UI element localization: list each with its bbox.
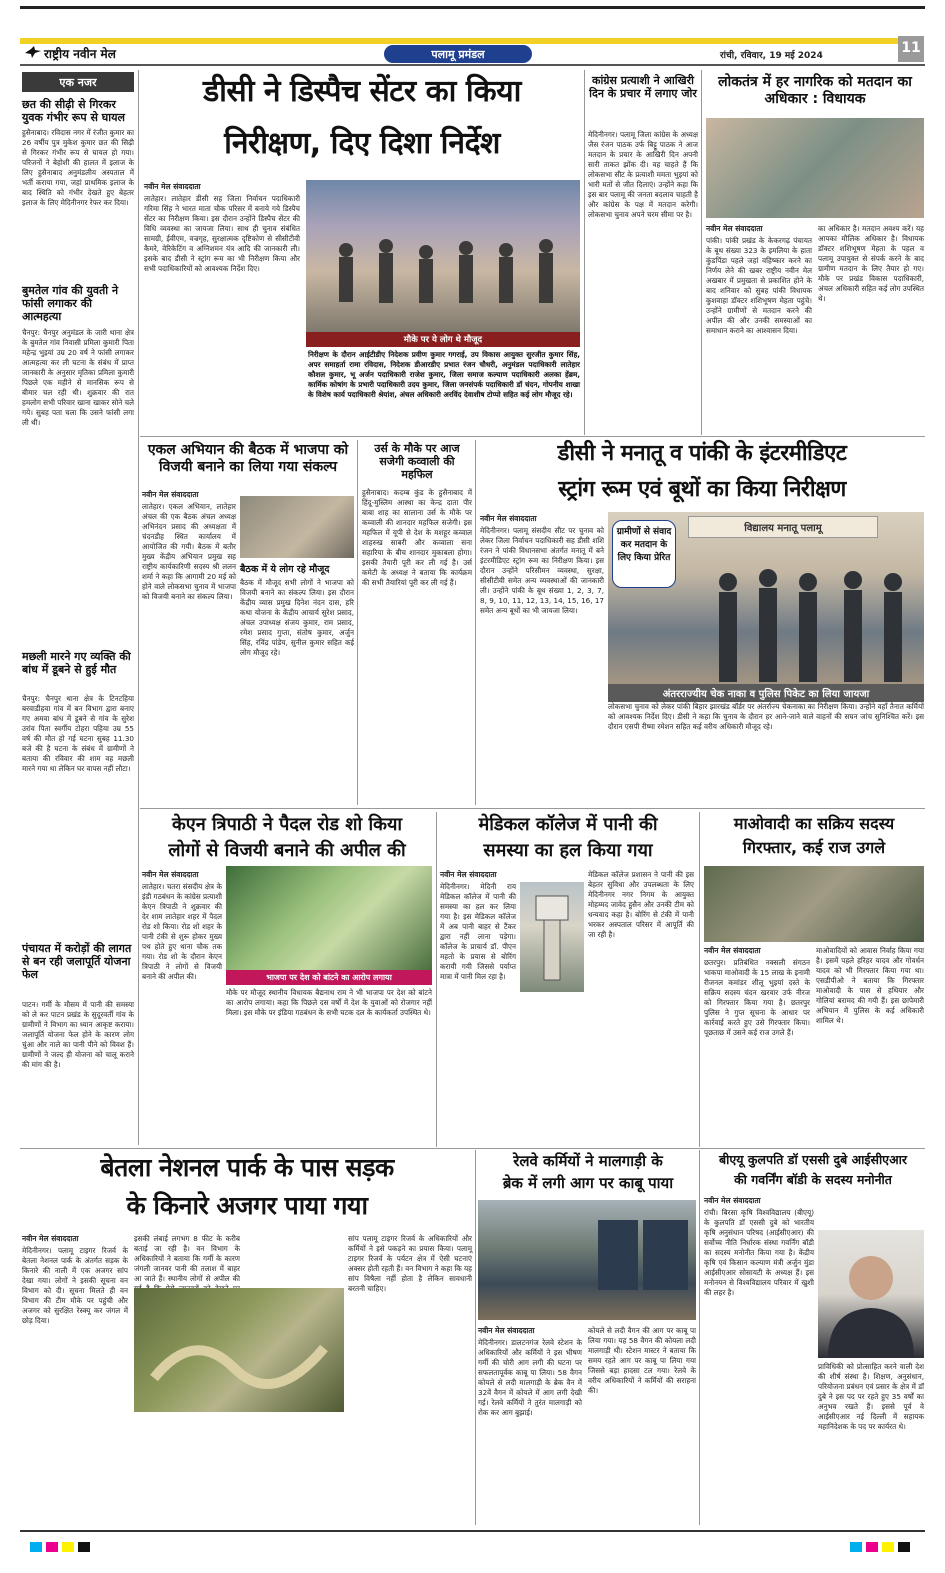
maoist-body: छतरपुर। प्रतिबंधित नक्सली संगठन भाकपा माओवादी के 15 लाख के इनामी रीजनल कमांडर शीलू भुइयां दस्ते के सक्रिय सदस्य चंदन खरवार उर्फ नीरज को गिरफ्तार किया गया है। छतरपुर पुलिस ने गुप्त सूचना के आधार पर कार्रवाई करते हुए उसे गिरफ्तार किया। पूछताछ में उसने कई राज उगले हैं। <box>704 958 810 1037</box>
sidebar-headline-2: बुमतेल गांव की युवती ने फांसी लगाकर की आत्महत्या <box>22 284 119 323</box>
vc-byline: नवीन मेल संवाददाता <box>704 1196 761 1205</box>
strongroom-byline: नवीन मेल संवाददाता <box>480 514 537 523</box>
masthead <box>0 0 945 62</box>
bjp-byline: नवीन मेल संवाददाता <box>142 490 199 499</box>
sidebar-body-2: चैनपुर: चैनपुर अनुमंडल के जारी थाना क्षेत्र के बुमतेल गांव निवासी प्रमिला कुमारी पिता महेन्द्र भुइयां उम्र 20 वर्ष ने फांसी लगाकर आत्महत्या कर ली घटना के संबंध में प्राप्त जानकारी के अनुसार मृतिका प्रमिला कुमारी पिछले एक महीने से मानसिक रूप से बीमार चल रही थी। शुक्रवार की रात हमलोग सभी परिवार खाना खाकर सोने चले गये। सुबह पता चला कि उसने फांसी लगा ली थी। <box>22 328 134 427</box>
col-divider-3 <box>357 440 358 805</box>
page-number-text: 11 <box>901 40 921 56</box>
dc-dispatch-byline: नवीन मेल संवाददाता <box>144 182 201 191</box>
maoist-photo <box>704 866 924 942</box>
maoist-headline-2: गिरफ्तार, कई राज उगले <box>742 838 886 857</box>
sidebar-body-4: पाटन। गर्मी के मौसम में पानी की समस्या को ले कर पाटन प्रखंड के सुदूरवर्ती गांव के ग्रामीणों ने विभाग का ध्यान आकृष्ट कराया। जलापूर्ति योजना फेल होने के कारण लोग चुंआ और नाले का पानी पीने को विवश हैं। ग्रामीणों ने जल्द ही योजना को चालू कराने की मांग की है। <box>22 1000 134 1069</box>
congress-body: मेदिनीनगर। पलामू जिला कांग्रेस के अध्यक्ष जैस रंजन पाठक उर्फ बिट्टू पाठक ने आज मतदान के प्रचार के आखिरी दिन अपनी सारी ताकत झोंक दी। वह चाहते हैं कि लोकसभा सीट के प्रत्याशी ममता भुइयां को भारी मतों से जीत दिलाएं। उन्होंने कहा कि इस बार पलामू की जनता बदलाव चाहती है और कांग्रेस के पक्ष में मतदान करेगी। लोकसभा चुनाव अपने चरम सीमा पर है। <box>588 130 698 219</box>
vc-portrait-photo <box>818 1230 924 1358</box>
strongroom-body-2: लोकसभा चुनाव को लेकर पांकी बिहार झारखंड बॉर्डर पर अंतर्राज्य चेकनाका का निरीक्षण किया। उन्होंने वहाँ तैनात कर्मियों को आवश्यक निर्देश दिए। डीसी ने कहा कि चुनाव के दौरान हर आने-जाने वाले वाहनों की सघन जांच सुनिश्चित करें। इस दौरान एसपी रीष्मा रमेशन सहित कई वरीय अधिकारी मौजूद रहे। <box>608 702 924 731</box>
tripathi-headline-1: केएन त्रिपाठी ने पैदल रोड शो किया <box>171 814 403 835</box>
medical-body-2: मेडिकल कॉलेज प्रशासन ने पानी की इस बेहतर सुविधा और उपलब्धता के लिए मेदिनीनगर नगर निगम के आयुक्त मोहम्मद जावेद हुसैन और उनकी टीम को धन्यवाद कहा है। बोरिंग से टंकी में पानी भरकर अस्पताल परिसर में आपूर्ति की जा रही है। <box>588 870 694 939</box>
paper-name: राष्ट्रीय नवीन मेल <box>44 47 116 61</box>
dc-dispatch-photo-caption: निरीक्षण के दौरान आईटीडीए निदेशक प्रवीण कुमार गगराई, उप विकास आयुक्त सुरजीत कुमार सिंह, अपर समाहर्ता रामा रविदास, निदेशक डीआरडीए प्रभात रंजन चौधरी, अनुमंडल पदाधिकारी लातेहार कौशल कुमार, भू अर्जन पदाधिकारी राजेश कुमार, जिला समाज कल्याण पदाधिकारी अलका हेंब्रम, कार्मिक कोषांग के प्रभारी पदाधिकारी उदय कुमार, जिला जनसंपर्क पदाधिकारी डॉ चंदन, गोपनीय शाखा के विशेष कार्य पदाधिकारी श्रेयांश, अंचल अधिकारी अरविंद देवाशीष टोप्पो सहित कई लोग मौजूद रहे। <box>308 350 580 399</box>
cmyk-yellow-swatch-right <box>882 1542 894 1552</box>
bjp-photo <box>240 496 354 558</box>
col-divider-4 <box>475 440 476 805</box>
col-divider-5 <box>436 812 437 1147</box>
medical-headline-1: मेडिकल कॉलेज में पानी की <box>478 814 658 835</box>
col-divider-2 <box>701 70 702 435</box>
democracy-byline: नवीन मेल संवाददाता <box>706 224 763 233</box>
python-headline-1: बेतला नेशनल पार्क के पास सड़क <box>100 1153 394 1182</box>
vc-body-2: प्राविधिकी को प्रोत्साहित करने वाली देश की शीर्ष संस्था है। शिक्षण, अनुसंधान, परियोजना प्रबंधन एवं प्रसार के क्षेत्र में डॉ दुबे ने इस पद पर रहते हुए 35 वर्षों का अनुभव रखते हैं। इससे पूर्व वे आईसीएआर नई दिल्ली में सहायक महानिदेशक के पद पर कार्यरत थे। <box>818 1362 924 1431</box>
col-divider-1 <box>584 70 585 435</box>
medical-headline-2: समस्या का हल किया गया <box>483 840 653 861</box>
registration-marks <box>20 1540 925 1554</box>
python-byline: नवीन मेल संवाददाता <box>22 1234 79 1243</box>
portrait-person-icon <box>818 1230 924 1358</box>
crowd-figures-icon <box>306 180 580 332</box>
col-divider-8 <box>699 1150 700 1525</box>
dateline: रांची, रविवार, 19 मई 2024 <box>720 51 823 61</box>
strongroom-callout-text: ग्रामीणों से संवाद कर मतदान के लिए किया प्रेरित <box>616 527 672 563</box>
cmyk-black-swatch-right <box>898 1542 910 1552</box>
python-photo <box>134 1288 344 1412</box>
masthead-bar <box>20 38 900 44</box>
school-signboard-text: विद्यालय मनातू पलामू <box>744 523 822 534</box>
vc-headline-1: बीएयू कुलपति डॉ एससी दुबे आईसीएआर <box>719 1152 907 1167</box>
cmyk-cyan-swatch-right <box>850 1542 862 1552</box>
sidebar-divider <box>138 70 139 1145</box>
sidebar-headline-1: छत की सीढ़ी से गिरकर युवक गंभीर रूप से घायल <box>22 98 125 124</box>
democracy-photo <box>706 118 924 218</box>
sidebar-headline-4: पंचायत में करोड़ों की लागत से बन रही जलापूर्ति योजना फेल <box>22 942 132 981</box>
python-snake-icon <box>134 1288 344 1412</box>
maoist-byline: नवीन मेल संवाददाता <box>704 946 761 955</box>
vc-body: रांची। बिरसा कृषि विश्वविद्यालय (बीएयू) के कुलपति डॉ एससी दुबे को भारतीय कृषि अनुसंधान परिषद (आईसीएआर) की सर्वोच्च नीति निर्धारक संस्था गवर्निंग बॉडी का सदस्य मनोनीत किया गया है। केंद्रीय कृषि एवं किसान कल्याण मंत्री अर्जुन मुंडा आईसीएआर सोसायटी के अध्यक्ष हैं। इस मनोनयन से विश्वविद्यालय परिवार में खुशी की लहर है। <box>704 1208 814 1297</box>
footer-rule <box>20 1530 925 1532</box>
dc-dispatch-body: लातेहार। लातेहार डीसी सह जिला निर्वाचन पदाधिकारी गरिमा सिंह ने भारत माता चौक परिसर में बनाये गये डिस्पैच सेंटर का निरीक्षण किया। इस दौरान उन्होंने डिस्पैच सेंटर की विधि व्यवस्था का जायजा लिया। साथ ही चुनाव संबंधित सामग्री, ईवीएम, वज्रगृह, सुरक्षात्मक दृष्टिकोण से सीसीटीवी कैमरे, वेरिकेटिंग व अग्निशमन यंत्र आदि की जानकारी ली। इसके बाद डीसी ने स्ट्रांग रूम का भी निरीक्षण किया और सभी पदाधिकारियों को आवश्यक निर्देश दिए। <box>144 194 300 273</box>
tripathi-body-2: मौके पर मौजूद स्थानीय विधायक बैद्यनाथ राम ने भी भाजपा पर देश को बांटने का आरोप लगाया। कहा कि पिछले दस वर्षों में देश के युवाओं को रोजगार नहीं मिला। इस मौके पर इंडिया गठबंधन के सभी घटक दल के कार्यकर्ता उपस्थित थे। <box>226 988 432 1017</box>
bjp-headline: एकल अभियान की बैठक में भाजपा को विजयी बनाने का लिया गया संकल्प <box>147 442 349 475</box>
water-tank-icon <box>520 882 584 992</box>
railway-body-2: कोयले से लदी वैगन की आग पर काबू पा लिया गया। यह 58 वैगन की कोयला लदी मालगाड़ी थी। स्टेशन मास्टर ने बताया कि समय रहते आग पर काबू पा लिया गया जिससे बड़ा हादसा टल गया। रेलवे के वरीय अधिकारियों ने कर्मियों की सराहना की। <box>588 1326 696 1395</box>
section-title: पलामू प्रमंडल <box>431 48 485 61</box>
python-headline-2: के किनारे अजगर पाया गया <box>126 1191 368 1220</box>
cmyk-yellow-swatch <box>62 1542 74 1552</box>
masthead-top-rule <box>20 6 925 9</box>
railway-headline-2: ब्रेक में लगी आग पर काबू पाया <box>502 1174 674 1192</box>
dc-dispatch-headline-2: निरीक्षण, दिए दिशा निर्देश <box>224 126 500 161</box>
railway-body: मेदिनीनगर। डालटनगंज रेलवे स्टेशन के अधिकारियों और कर्मियों ने इस भीषण गर्मी की चोरी आग लगी की घटना पर सफलतापूर्वक काबू पा लिया। 58 वैगन कोयले से लदी मालगाड़ी के ब्रेक वैन में 32वें वैगन में कोयले में आग लगी देखी गई। रेलवे कर्मियों ने तुरंत मालगाड़ी को रोक कर आग बुझाई। <box>478 1338 582 1417</box>
bird-logo-icon <box>24 44 42 58</box>
tripathi-body: लातेहार। चतरा संसदीय क्षेत्र के इंडी गठबंधन के कांग्रेस प्रत्याशी केएन त्रिपाठी ने शुक्रवार की देर शाम लातेहार शहर में पैदल रोड शो किया। रोड शो शहर के पानी टंकी से शुरू होकर मुख्य पथ होते हुए थाना चौक तक गया। रोड शो के दौरान केएन त्रिपाठी ने लोगों से विजयी बनाने की अपील की। <box>142 882 222 981</box>
bjp-photo-label: बैठक में ये लोग रहे मौजूद <box>240 564 330 575</box>
cmyk-black-swatch <box>78 1542 90 1552</box>
row-divider-2 <box>140 808 925 809</box>
democracy-body-2: का अधिकार है। मतदान अवश्य करें। यह आपका मौलिक अधिकार है। विधायक डॉक्टर शशिभूषण मेहता के पहल व पलामू उपायुक्त से संपर्क करने के बाद ग्रामीण मतदान के लिए तैयार हो गए। मौके पर प्रखंड विकास पदाधिकारी, अंचल अधिकारी सहित कई लोग उपस्थित थे। <box>818 224 924 303</box>
sidebar-headline-3: मछली मारने गए व्यक्ति की बांध में डूबने से हुई मौत <box>22 650 131 676</box>
bjp-body-2: बैठक में मौजूद सभी लोगों ने भाजपा को विजयी बनाने का संकल्प लिया। इस दौरान केंद्रीय व्यास प्रमुख दिनेश नंदन दास, हरि कथा योजना के केंद्रीय आचार्य सुरेश प्रसाद, अंचल उपाध्यक्ष संजय कुमार, राम प्रसाद, रमेश प्रसाद गुप्ता, संतोष कुमार, अर्जुन सिंह, रविंद्र पांडेय, सुनील कुमार सहित कई लोग मौजूद रहे। <box>240 578 354 657</box>
bjp-body: लातेहार। एकल अभियान, लातेहार अंचल की एक बैठक अंचल अध्यक्ष अभिनंदन प्रसाद की अध्यक्षता में चंदनडीह स्थित कार्यालय में आयोजित की गयी। बैठक में बतौर मुख्य केंद्रीय अभियान प्रमुख सह राष्ट्रीय कार्यकारिणी सदस्य श्री ललन शर्मा ने कहा कि आगामी 20 मई को होने वाले लोकसभा चुनाव में भाजपा को विजयी बनाने का संकल्प लिया। <box>142 502 236 601</box>
row-divider-3 <box>20 1148 925 1149</box>
tripathi-byline: नवीन मेल संवाददाता <box>142 870 199 879</box>
sidebar-body-1: हुसैनाबाद। रविदास नगर में रंजीत कुमार का 26 वर्षीय पुत्र मुकेश कुमार छत की सिढ़ी से गिरकर गंभीर रूप से घायल हो गया। परिजनों ने बेहोशी की हालत में इलाज के लिए हुसैनाबाद अनुमंडलीय अस्पताल में भर्ती कराया गया, जहां प्राथमिक इलाज के बाद स्थिति को गंभीर देखते हुए बेहतर इलाज के लिए मेदिनीनगर रेफर कर दिया। <box>22 128 134 207</box>
sidebar-body-3: चैनपुर: चैनपुर थाना क्षेत्र के टिनटहिया बरवाडीहवा गांव में बन विभाग द्वारा बनाए गए अमवा बांध में डूबने से गांव के सुरेश उरांव पिता स्वर्गीय टोहरा पहिया उम्र 55 वर्ष की मौत हो गई घटना सुबह 11.30 बजे की है घटना के संबंध में ग्रामीणों ने बताया की रविवार की शाम वह मछली मारने गया था लेकिन घर वापस नहीं लौटा। <box>22 694 134 773</box>
maoist-body-2: माओवादियों को आवास निर्वाह किया गया है। इसमें पहले हरिहर यादव और गोवर्धन यादव को भी गिरफ्तार किया गया था। एसडीपीओ ने बताया कि गिरफ्तार माओवादी के पास से हथियार और गोलियां बरामद की गयी हैं। इस छापेमारी अभियान में पुलिस के कई अधिकारी शामिल थे। <box>816 946 924 1025</box>
python-body-2: इसकी लंबाई लगभग 8 फीट के करीब बताई जा रही है। वन विभाग के अधिकारियों ने बताया कि गर्मी के कारण जंगली जानवर पानी की तलाश में बाहर आ जाते हैं। स्थानीय लोगों से अपील की <box>134 1234 240 1283</box>
cmyk-magenta-swatch <box>46 1542 58 1552</box>
freight-train-icon <box>478 1200 696 1320</box>
dc-dispatch-photo <box>306 180 580 332</box>
tripathi-photo <box>226 866 432 970</box>
strongroom-body: मेदिनीनगर। पलामू संसदीय सीट पर चुनाव को लेकर जिला निर्वाचन पदाधिकारी सह डीसी शशि रंजन ने पांकी विधानसभा अंतर्गत मनातू में बने इंटरमीडिएट स्ट्रांग रूम का निरीक्षण किया। इस दौरान उन्होंने परिसीमन व्यवस्था, सुरक्षा, सीसीटीवी समेत अन्य व्यवस्थाओं की जानकारी ली। उन्होंने पांकी के बूथ संख्या 1, 2, 3, 7, 8, 9, 10, 11, 12, 13, 14, 15, 16, 17 समेत अन्य बूथों का भी जायजा लिया। <box>480 526 604 615</box>
cmyk-cyan-swatch <box>30 1542 42 1552</box>
maoist-headline-1: माओवादी का सक्रिय सदस्य <box>733 814 895 833</box>
masthead-bottom-rule <box>20 64 925 66</box>
railway-headline-1: रेलवे कर्मियों ने मालगाड़ी के <box>513 1152 663 1170</box>
col-divider-6 <box>699 812 700 1147</box>
congress-headline: कांग्रेस प्रत्याशी ने आखिरी दिन के प्रचार में लगाए जोर <box>589 74 697 100</box>
medical-byline: नवीन मेल संवाददाता <box>440 870 497 879</box>
sidebar <box>22 72 134 1142</box>
railway-byline: नवीन मेल संवाददाता <box>478 1326 535 1335</box>
strongroom-headline-2: स्ट्रांग रूम एवं बूथों का किया निरीक्षण <box>558 477 846 502</box>
medical-body: मेदिनीनगर। मेदिनी राय मेडिकल कॉलेज में पानी की समस्या का हल कर लिया गया है। इस मेडिकल कॉलेज में अब पानी बाहर से टैंकर द्वारा नहीं लाना पड़ेगा। कॉलेज के प्राचार्य डॉ. पीएन महतो के प्रयास से बोरिंग करायी गयी जिससे पर्याप्त मात्रा में पानी मिल रहा है। <box>440 882 516 981</box>
railway-photo <box>478 1200 696 1320</box>
medical-photo <box>520 882 584 992</box>
cmyk-magenta-swatch-right <box>866 1542 878 1552</box>
strongroom-photo-strip: अंतरराज्यीय चेक नाका व पुलिस पिकेट का लिया जायजा <box>608 684 924 702</box>
dc-dispatch-photo-label: मौके पर ये लोग थे मौजूद <box>306 332 580 347</box>
qawwali-body: हुसैनाबाद। कदम्ब कुंड के हुसैनाबाद में हिंदू-मुस्लिम आस्था का केन्द्र दाता पीर बाबा शाह का सालाना उर्स के मौके पर कव्वाली की शानदार महफिल सजेगी। इस महफिल में यूपी से देश के मशहूर कव्वाल शाहरुख साबरी और कव्वाला सना सहारिया के बीच शानदार मुकाबला होगा। इसकी तैयारी पूरी कर ली गई है। उर्स कमेटी के अध्यक्ष ने बताया कि कार्यक्रम की सभी तैयारियां पूरी कर ली गई हैं। <box>362 488 472 587</box>
python-body: मेदिनीनगर। पलामू टाइगर रिजर्व के बेतला नेशनल पार्क के अंतर्गत सड़क के किनारे की नाली में एक अजगर सांप देखा गया। लोगों ने इसकी सूचना वन विभाग को दी। सूचना मिलते ही वन विभाग की टीम मौके पर पहुंची और अजगर को सुरक्षित रेस्क्यू कर जंगल में छोड़ दिया। <box>22 1246 128 1325</box>
sidebar-label: एक नजर <box>59 76 97 89</box>
democracy-headline: लोकतंत्र में हर नागरिक को मतदान का अधिकार : विधायक <box>718 74 912 107</box>
row-divider-1 <box>140 436 925 437</box>
strongroom-headline-1: डीसी ने मनातू व पांकी के इंटरमीडिएट <box>557 441 847 466</box>
democracy-body: पांकी। पांकी प्रखंड के केकरगढ़ पंचायत के बूथ संख्या 323 के इमलिया के हाता कुंडपिंडा पहले जहां वहिष्कार करने का निर्णय लेने की खबर राष्ट्रीय नवीन मेल अखबार में प्रमुखता से प्रकाशित होने के बाद शनिवार को सुबह पांकी विधायक कुशवाहा डॉक्टर शशिभूषण मेहता पहुंचे। उन्होंने ग्रामीणों से मतदान करने की अपील की और उनकी समस्याओं का समाधान कराने का आश्वासन दिया। <box>706 236 812 335</box>
tripathi-headline-2: लोगों से विजयी बनाने की अपील की <box>168 840 406 861</box>
dc-dispatch-headline-1: डीसी ने डिस्पैच सेंटर का किया <box>203 74 521 109</box>
python-body-3: सांप पलामू टाइगर रिजर्व के अधिकारियों और कर्मियों ने इसे पकड़ने का प्रयास किया। पलामू टाइगर रिजर्व के पर्यटन क्षेत्र में ऐसी घटनाएं अक्सर होती रहती हैं। वन विभाग ने कहा कि यह सांप विषैला नहीं होता है लेकिन सावधानी बरतनी चाहिए। <box>348 1234 472 1293</box>
qawwali-headline: उर्स के मौके पर आज सजेगी कव्वाली की महफिल <box>374 442 460 481</box>
vc-headline-2: की गवर्निंग बॉडी के सदस्य मनोनीत <box>734 1172 892 1187</box>
tripathi-photo-label: भाजपा पर देश को बांटने का आरोप लगाया <box>226 970 432 985</box>
col-divider-7 <box>475 1150 476 1525</box>
